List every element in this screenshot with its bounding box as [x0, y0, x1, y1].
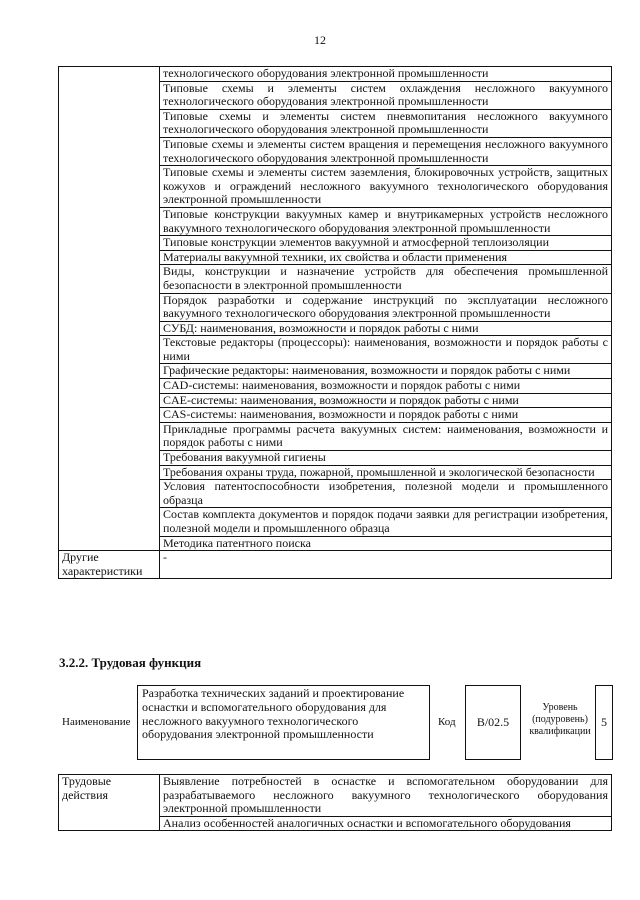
qualification-level-label: Уровень (подуровень) квалификации	[529, 702, 591, 737]
labor-action-row: Анализ особенностей аналогичных оснастки и вспомогательного оборудования	[160, 816, 612, 831]
knowledge-row: СУБД: наименования, возможности и порядок работы с ними	[160, 321, 612, 336]
knowledge-row: Типовые схемы и элементы систем заземления, блокировочных устройств, защитных кожухов и ограждений несложного вакуумного технологического оборудования электронной промышленности	[160, 166, 612, 208]
knowledge-row: Материалы вакуумной техники, их свойства и области применения	[160, 250, 612, 265]
other-characteristics-value: -	[160, 551, 612, 579]
section-title: 3.2.2. Трудовая функция	[59, 655, 202, 670]
knowledge-row: Типовые схемы и элементы систем вращения и перемещения несложного вакуумного технологического оборудования электронной промышленности	[160, 137, 612, 165]
knowledge-row: Виды, конструкции и назначение устройств для обеспечения промышленной безопасности в электронной промышленности	[160, 265, 612, 293]
other-characteristics-label: Другие характеристики	[59, 551, 160, 579]
code-label: Код	[438, 716, 456, 728]
knowledge-row: Условия патентоспособности изобретения, полезной модели и промышленного образца	[160, 480, 612, 508]
knowledge-row: Состав комплекта документов и порядок подачи заявки для регистрации изобретения, полезной модели и промышленного образца	[160, 508, 612, 536]
knowledge-row: Требования вакуумной гигиены	[160, 451, 612, 466]
knowledge-row: технологического оборудования электронной промышленности	[160, 67, 612, 82]
labor-actions-label: Трудовые действия	[59, 775, 160, 831]
knowledge-row: Прикладные программы расчета вакуумных систем: наименования, возможности и порядок работы с ними	[160, 422, 612, 450]
name-label: Наименование	[62, 716, 131, 728]
knowledge-row: Типовые конструкции вакуумных камер и внутрикамерных устройств несложного вакуумного технологического оборудования электронной промышленности	[160, 207, 612, 235]
qualification-level-box: 5	[595, 685, 613, 760]
knowledge-row: Требования охраны труда, пожарной, промышленной и экологической безопасности	[160, 465, 612, 480]
knowledge-table	[58, 66, 612, 579]
code-box: B/02.5	[465, 685, 521, 760]
knowledge-row: Текстовые редакторы (процессоры): наименования, возможности и порядок работы с ними	[160, 336, 612, 364]
knowledge-row: Порядок разработки и содержание инструкций по эксплуатации несложного вакуумного технологического оборудования электронной промышленности	[160, 293, 612, 321]
labor-action-row: Выявление потребностей в оснастке и вспомогательном оборудовании для разрабатываемого несложного вакуумного технологического оборудования электронной промышленности	[160, 775, 612, 817]
knowledge-row: CAE-системы: наименования, возможности и порядок работы с ними	[160, 393, 612, 408]
knowledge-row: Типовые схемы и элементы систем охлаждения несложного вакуумного технологического оборудования электронной промышленности	[160, 81, 612, 109]
knowledge-row: CAS-системы: наименования, возможности и порядок работы с ними	[160, 408, 612, 423]
page-number: 12	[314, 33, 326, 47]
knowledge-label-cell	[59, 67, 160, 551]
knowledge-row: Типовые схемы и элементы систем пневмопитания несложного вакуумного технологического оборудования электронной промышленности	[160, 109, 612, 137]
function-name-box: Разработка технических заданий и проектирование оснастки и вспомогательного оборудования для несложного вакуумного технологического оборудования электронной промышленности	[137, 685, 430, 760]
knowledge-row: CAD-системы: наименования, возможности и порядок работы с ними	[160, 379, 612, 394]
knowledge-row: Типовые конструкции элементов вакуумной и атмосферной теплоизоляции	[160, 236, 612, 251]
labor-actions-table	[58, 774, 612, 831]
knowledge-row: Графические редакторы: наименования, возможности и порядок работы с ними	[160, 364, 612, 379]
knowledge-row: Методика патентного поиска	[160, 536, 612, 551]
